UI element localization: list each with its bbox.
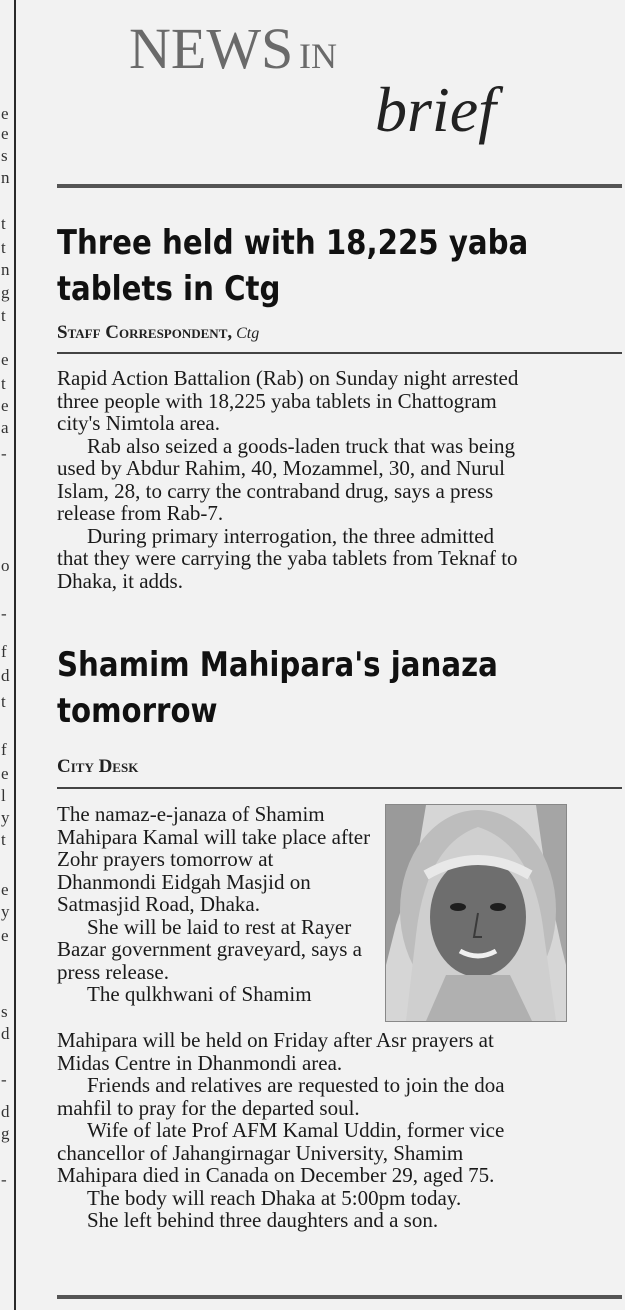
text-line: She will be laid to rest at Rayer [87, 914, 352, 939]
margin-fragment: s [1, 1002, 8, 1021]
paragraph [57, 1209, 617, 1232]
margin-fragment: - [1, 1170, 7, 1189]
text-line: Mahipara Kamal will take place after [57, 824, 371, 849]
margin-fragment: t [1, 306, 6, 325]
article-2-byline [57, 756, 138, 778]
article-2-headline [57, 642, 539, 734]
paragraph [57, 1187, 617, 1210]
margin-fragment: e [1, 104, 9, 123]
headline-line: tablets in Ctg [57, 269, 281, 309]
paragraph [57, 983, 437, 1006]
headline-line: Three held with 18,225 yaba [57, 223, 529, 263]
margin-fragment: e [1, 926, 9, 945]
margin-fragment: - [1, 1070, 7, 1089]
text-line: chancellor of Jahangirnagar University, Shamim [57, 1140, 464, 1165]
margin-fragment: t [1, 374, 6, 393]
text-line: Midas Centre in Dhanmondi area. [57, 1050, 343, 1075]
margin-fragment: o [1, 556, 10, 575]
paragraph [57, 1029, 617, 1074]
adjacent-column-fragments [0, 0, 12, 1310]
margin-fragment: - [1, 444, 7, 463]
headline-line: Shamim Mahipara's janaza [57, 645, 498, 685]
text-line: Mahipara died in Canada on December 29, aged 75. [57, 1163, 495, 1187]
margin-fragment: t [1, 238, 6, 257]
margin-fragment: l [1, 786, 6, 805]
article-2-body-full [57, 1029, 617, 1232]
margin-fragment: e [1, 880, 9, 899]
text-line: Rab also seized a goods-laden truck that was being [87, 433, 516, 458]
margin-fragment: e [1, 350, 9, 369]
paragraph [57, 1119, 617, 1187]
byline-text: City Desk [57, 756, 139, 777]
text-line: The qulkhwani of Shamim [87, 982, 312, 1006]
section-masthead [57, 0, 622, 170]
masthead-brief: brief [375, 74, 496, 145]
margin-fragment: y [1, 808, 10, 827]
margin-fragment: - [1, 604, 7, 623]
text-line: During primary interrogation, the three admitted [87, 523, 495, 548]
bottom-rule [57, 1295, 622, 1299]
margin-fragment: t [1, 214, 6, 233]
margin-fragment: d [1, 1102, 10, 1121]
margin-fragment: a [1, 418, 9, 437]
margin-fragment: d [1, 666, 10, 685]
paragraph [57, 435, 617, 525]
margin-fragment: g [1, 1124, 10, 1143]
text-line: city's Nimtola area. [57, 411, 220, 435]
margin-fragment: s [1, 146, 8, 165]
text-line: mahfil to pray for the departed soul. [57, 1095, 360, 1120]
text-line: Zohr prayers tomorrow at [57, 847, 274, 871]
article-1-body [57, 367, 617, 592]
margin-fragment: e [1, 124, 9, 143]
margin-fragment: f [1, 740, 7, 759]
article-1-rule [57, 352, 622, 354]
text-line: used by Abdur Rahim, 40, Mozammel, 30, and Nurul [57, 456, 505, 480]
article-1-byline [57, 322, 259, 344]
text-line: three people with 18,225 yaba tablets in Chattogram [57, 388, 497, 413]
margin-fragment: n [1, 260, 10, 279]
byline-location: Ctg [236, 325, 260, 342]
paragraph [57, 1074, 617, 1119]
margin-fragment: f [1, 642, 7, 661]
paragraph [57, 367, 617, 435]
byline-text: Staff Correspondent, [57, 322, 233, 343]
masthead-news: NEWS [129, 16, 294, 81]
paragraph [57, 916, 437, 984]
article-2-rule [57, 787, 622, 789]
article-1-headline [57, 220, 539, 312]
margin-fragment: e [1, 764, 9, 783]
text-line: She left behind three daughters and a son. [87, 1208, 439, 1232]
headline-line: tomorrow [57, 691, 218, 731]
margin-fragment: e [1, 396, 9, 415]
margin-fragment: n [1, 168, 10, 187]
margin-fragment: g [1, 283, 10, 302]
margin-fragment: t [1, 830, 6, 849]
column-divider [14, 0, 16, 1310]
paragraph [57, 803, 437, 916]
margin-fragment: t [1, 692, 6, 711]
text-line: Satmasjid Road, Dhaka. [57, 892, 260, 916]
text-line: press release. [57, 959, 169, 984]
margin-fragment: y [1, 902, 10, 921]
text-line: The namaz-e-janaza of Shamim [57, 802, 325, 826]
text-line: Dhanmondi Eidgah Masjid on [57, 869, 311, 894]
news-column [57, 0, 622, 1232]
text-line: Rapid Action Battalion (Rab) on Sunday night arrested [57, 366, 519, 390]
paragraph [57, 525, 617, 593]
text-line: that they were carrying the yaba tablets from Teknaf to [57, 546, 518, 570]
masthead-rule [57, 184, 622, 188]
text-line: The body will reach Dhaka at 5:00pm today. [87, 1185, 462, 1210]
text-line: Wife of late Prof AFM Kamal Uddin, former vice [87, 1118, 505, 1142]
text-line: Mahipara will be held on Friday after Asr prayers at [57, 1028, 494, 1052]
portrait-image [386, 805, 566, 1021]
text-line: Islam, 28, to carry the contraband drug, says a press [57, 478, 494, 503]
text-line: Friends and relatives are requested to join the doa [87, 1073, 505, 1097]
text-line: Dhaka, it adds. [57, 568, 183, 593]
text-line: Bazar government graveyard, says a [57, 937, 362, 961]
portrait-photo [385, 804, 567, 1022]
text-line: release from Rab-7. [57, 501, 224, 525]
article-2-body-wrapped [57, 803, 437, 1006]
margin-fragment: d [1, 1024, 10, 1043]
masthead-in: IN [299, 36, 337, 76]
